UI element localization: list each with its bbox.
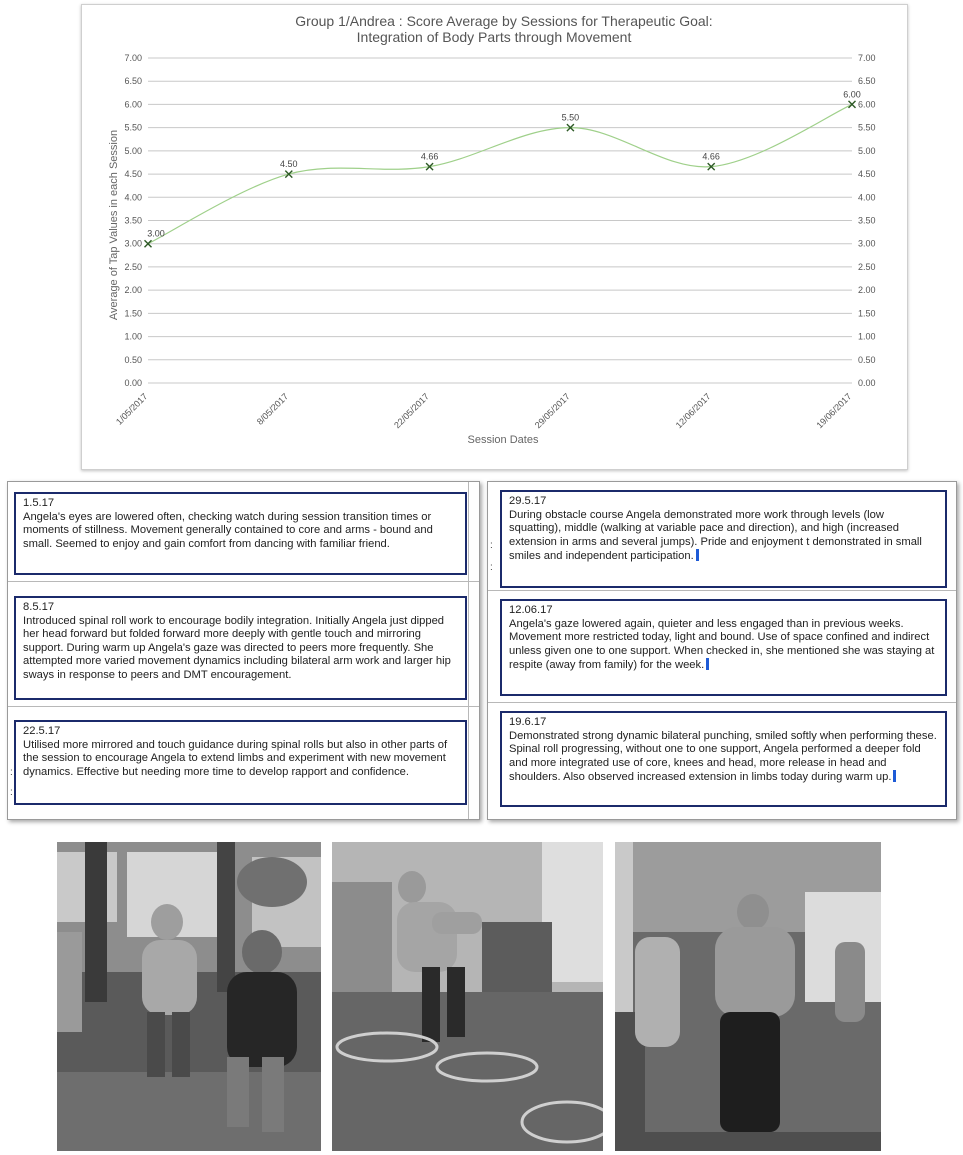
y-tick-label-left: 3.00 [124, 238, 142, 249]
y-tick-label-left: 0.00 [124, 378, 142, 388]
y-tick-label-left: 6.00 [124, 99, 142, 110]
y-tick-label-right: 5.50 [858, 122, 876, 133]
x-tick-label: 8/05/2017 [254, 391, 291, 427]
data-label: 4.66 [420, 151, 439, 162]
y-tick-label-right: 0.00 [858, 378, 876, 388]
x-tick-label: 12/06/2017 [673, 391, 713, 431]
y-tick-label-left: 7.00 [124, 53, 142, 63]
note-date: 29.5.17 [509, 495, 547, 507]
data-label: 4.66 [702, 151, 720, 162]
y-tick-label-left: 4.50 [124, 169, 142, 180]
y-tick-label-left: 3.50 [124, 215, 142, 226]
text-cursor [893, 770, 896, 782]
note-text: During obstacle course Angela demonstrated more work through levels (low squatting), middle (walking at variable pace and direction), and high (increased extension in arms and several jumps). Pride and enjoyment t demonstrated in small smiles and independent participation. [509, 508, 922, 563]
y-tick-label-left: 2.00 [124, 285, 142, 296]
y-tick-label-left: 6.50 [124, 76, 142, 87]
y-tick-label-right: 0.50 [858, 354, 876, 365]
x-tick-label: 29/05/2017 [532, 391, 572, 431]
divider [8, 706, 479, 707]
data-label: 3.00 [147, 228, 165, 239]
y-axis-label: Average of Tap Values in each Session [108, 129, 120, 321]
session-note [500, 490, 947, 588]
data-label: 5.50 [561, 112, 580, 123]
y-tick-label-right: 1.50 [858, 308, 876, 319]
session-note [14, 492, 467, 575]
session-note [500, 711, 947, 807]
y-tick-label-left: 1.50 [124, 308, 142, 319]
y-tick-label-left: 2.50 [124, 261, 142, 272]
data-label: 4.50 [280, 159, 298, 170]
note-text: Introduced spinal roll work to encourage bodily integration. Initially Angela just dipped her head forward but folded forward more deeply with gentle touch and mirroring support. During warm up Angela's gaze was directed to peers more frequently. She attempted more varied movement dynamics including bilateral arm work and larger hip sways in response to peers and DMT encouragement. [23, 614, 451, 681]
data-label: 6.00 [843, 89, 861, 100]
divider [488, 590, 956, 591]
line-chart [82, 5, 907, 469]
divider [488, 702, 956, 703]
y-tick-label-left: 4.00 [124, 192, 142, 203]
note-date: 22.5.17 [23, 725, 61, 737]
y-tick-label-right: 4.00 [858, 192, 876, 203]
session-notes-left [7, 481, 480, 820]
y-tick-label-right: 1.00 [858, 331, 876, 342]
session-note [14, 596, 467, 700]
y-tick-label-right: 6.00 [858, 99, 876, 110]
divider [8, 581, 479, 582]
text-cursor [696, 549, 699, 561]
note-date: 8.5.17 [23, 601, 55, 613]
session-notes-right [487, 481, 957, 820]
session-photo-1 [57, 842, 321, 1151]
chart-panel [81, 4, 908, 470]
session-photo-2 [332, 842, 603, 1151]
y-tick-label-left: 5.50 [124, 122, 142, 133]
x-tick-label: 19/06/2017 [814, 391, 854, 431]
y-tick-label-right: 7.00 [858, 53, 876, 63]
note-text: Utilised more mirrored and touch guidance during spinal rolls but also in other parts of the session to encourage Angela to extend limbs and experiment with new movement dynamics. Effective but needing more time to develop rapport and confidence. [23, 738, 448, 778]
chart-title-line2: Integration of Body Parts through Movement [356, 29, 632, 45]
x-axis-label: Session Dates [467, 434, 539, 446]
y-tick-label-right: 2.50 [858, 261, 876, 272]
y-tick-label-right: 6.50 [858, 76, 876, 87]
divider [468, 482, 469, 819]
y-tick-label-left: 0.50 [124, 354, 142, 365]
session-photo-3 [615, 842, 881, 1151]
note-date: 1.5.17 [23, 497, 55, 509]
y-tick-label-left: 5.00 [124, 145, 142, 156]
y-tick-label-right: 3.50 [858, 215, 876, 226]
x-tick-label: 22/05/2017 [392, 391, 432, 431]
note-date: 12.06.17 [509, 604, 553, 616]
x-tick-label: 1/05/2017 [114, 391, 150, 427]
y-tick-label-left: 1.00 [124, 331, 142, 342]
margin-mark: : [10, 787, 13, 798]
chart-title-line1: Group 1/Andrea : Score Average by Sessions for Therapeutic Goal: [295, 13, 713, 29]
y-tick-label-right: 5.00 [858, 145, 876, 156]
y-tick-label-right: 4.50 [858, 169, 876, 180]
y-tick-label-right: 3.00 [858, 238, 876, 249]
note-text: Angela's eyes are lowered often, checking watch during session transition times or moments of stillness. Movement generally contained to core and arms - bound and small. Seemed to enjoy and gain comfort from dancing with familiar friend. [23, 510, 433, 550]
session-note [500, 599, 947, 696]
session-note [14, 720, 467, 805]
note-text: Angela's gaze lowered again, quieter and less engaged than in previous weeks. Movement more restricted today, light and bound. Use of space confined and indirect unless given one to one support. When checked in, she mentioned she was staying at respite (away from family) for the week. [509, 617, 935, 672]
margin-mark: : [490, 562, 493, 573]
note-date: 19.6.17 [509, 716, 547, 728]
note-text: Demonstrated strong dynamic bilateral punching, smiled softly when performing these. Spinal roll progressing, without one to one support, Angela performed a deeper fold and more integrated use of core, knees and head, more release in head and shoulders. Also observed increased extension in limbs today during warm up. [509, 729, 937, 784]
margin-mark: : [490, 540, 493, 551]
text-cursor [706, 658, 709, 670]
margin-mark: : [10, 767, 13, 778]
y-tick-label-right: 2.00 [858, 285, 876, 296]
